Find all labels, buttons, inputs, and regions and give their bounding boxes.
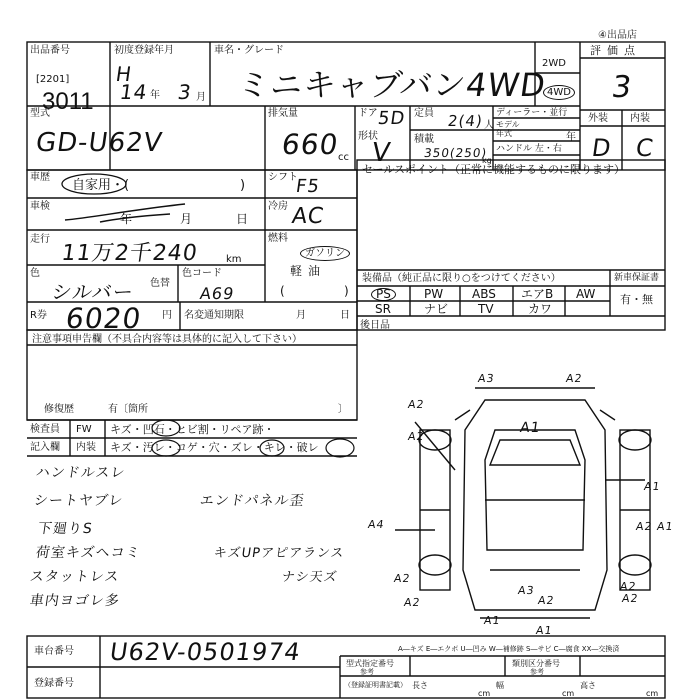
mark-hood: A1 <box>518 420 542 436</box>
mileage-unit: km <box>226 254 242 265</box>
length-label: 長さ <box>412 681 428 690</box>
caution-label: 注意事項申告欄（不具合内容等は具体的に記入して下さい） <box>32 334 302 345</box>
note-end-panel: エンドパネル歪 <box>198 493 306 509</box>
length-unit: cm <box>478 689 491 698</box>
mark-right-quarter: A2 <box>619 580 638 593</box>
fuel-label: 燃料 <box>268 233 288 244</box>
history-value: 自家用・( <box>72 178 130 193</box>
mark-left-front: A2 <box>407 398 426 411</box>
mark-rear-bumper-2: A1 <box>535 624 554 637</box>
sales-point-label: セールスポイント（正常に機能するものに限ります） <box>362 163 626 176</box>
repair-history-close: 〕 <box>338 404 348 415</box>
repair-history-label: 修復歴 <box>44 404 74 415</box>
inspection-day: 日 <box>236 212 249 226</box>
capacity-unit: 人 <box>484 120 494 131</box>
month-unit: 月 <box>196 92 206 103</box>
recycle-label: R券 <box>30 310 47 321</box>
car-name: ミニキャブバン4WD <box>235 66 549 104</box>
mark-front-right: A2 <box>565 372 584 385</box>
note-cargo: 荷室キズヘコミ <box>34 545 142 561</box>
inspection-year: 年 <box>120 212 133 226</box>
car-name-label: 車名・グレード <box>214 45 284 56</box>
equipment-pw: PW <box>424 287 444 301</box>
mark-left-rear: A2 <box>393 572 412 585</box>
note-undercarriage: 下廻りS <box>36 521 94 537</box>
inspection-strike <box>60 200 193 228</box>
handle-label: ハンドル 左・右 <box>496 144 562 154</box>
model-label: 型式 <box>30 108 50 119</box>
lot-prefix: [2201] <box>36 74 70 85</box>
repair-history-value: 有〔箇所 <box>108 404 148 415</box>
registration-number-label: 登録番号 <box>34 678 74 689</box>
model-year-suffix: 年 <box>566 132 576 143</box>
note-studless: スタットレス <box>28 569 121 585</box>
equipment-tv: TV <box>478 302 494 316</box>
era: H <box>114 62 134 86</box>
interior-grade: C <box>634 134 656 162</box>
ac-label: 冷房 <box>268 201 288 212</box>
mark-rear-right: A2 <box>621 592 640 605</box>
mark-rear-bumper: A1 <box>483 614 502 627</box>
lot-number-label: 出品番号 <box>30 45 70 56</box>
width-label: 幅 <box>496 681 504 690</box>
mark-right-rear: A2 A1 <box>635 520 675 533</box>
type-spec-label: 型式指定番号 <box>346 659 394 668</box>
damage-legend: A―キズ E―エクボ U―凹み W―補修跡 S―サビ C―腐食 XX―交換済 <box>398 645 620 653</box>
mileage-value: 11万2千240 <box>59 241 200 266</box>
exterior-grade: D <box>590 134 614 162</box>
mark-left-fender: A2 <box>407 430 426 443</box>
shape-value: V <box>369 138 393 168</box>
dealer-label: ディーラー・並行 <box>496 108 568 118</box>
load-unit: kg <box>482 156 492 165</box>
mark-rear-center: A3 <box>517 584 536 597</box>
registration-proof-label: （登録証明書記載） <box>344 681 407 689</box>
name-change-day: 日 <box>340 310 350 321</box>
note-interior-dirt: 車内ヨゴレ多 <box>28 593 121 609</box>
height-label: 高さ <box>580 681 596 690</box>
interior-entry-label: 内装 <box>76 442 96 453</box>
history-circle <box>60 172 130 196</box>
shift-label: シフト <box>268 172 298 183</box>
door-value: 5D <box>376 108 407 129</box>
equipment-leather: カワ <box>528 302 553 316</box>
displacement-label: 排気量 <box>268 108 298 119</box>
drive-4wd-circled: 4WD <box>543 85 575 100</box>
fuel-gasoline-circled: ガソリン <box>300 246 350 261</box>
capacity-label: 定員 <box>414 108 434 119</box>
ac-value: AC <box>290 204 326 229</box>
first-registration-label: 初度登録年月 <box>114 45 174 56</box>
equipment-navi: ナビ <box>424 302 449 316</box>
chassis-number: U62V-0501974 <box>108 638 303 666</box>
chassis-label: 車台番号 <box>34 646 74 657</box>
interior-label: 内装 <box>630 113 650 124</box>
drive-2wd: 2WD <box>542 58 566 69</box>
shift-value: F5 <box>294 176 322 197</box>
entry-label: 記入欄 <box>30 442 60 453</box>
registration-month: 3 <box>176 80 194 104</box>
color-change-label: 色替 <box>150 278 170 289</box>
fuel-diesel: 軽油 <box>290 264 327 278</box>
category-spec-ref: 参考 <box>530 668 544 676</box>
new-warranty-value: 有・無 <box>620 293 653 306</box>
equipment-sr: SR <box>375 302 391 316</box>
displacement: 660 <box>279 128 341 161</box>
shape-label: 形状 <box>358 131 378 142</box>
year-unit: 年 <box>150 90 160 101</box>
category-spec-label: 類別区分番号 <box>512 659 560 668</box>
color-label: 色 <box>30 268 40 279</box>
mileage-label: 走行 <box>30 234 50 245</box>
note-steering: ハンドルスレ <box>34 465 127 481</box>
fuel-other-open: ( <box>280 284 285 298</box>
exterior-label: 外装 <box>588 113 608 124</box>
equipment-aw: AW <box>576 287 596 301</box>
notes-circles <box>130 420 360 460</box>
name-change-month: 月 <box>296 310 306 321</box>
capacity-value: 2(4) <box>446 112 485 130</box>
new-warranty-label: 新車保証書 <box>614 273 660 283</box>
equipment-airbag: エアB <box>521 287 554 301</box>
fw-items: キズ・凹石・ヒビ割・リペア跡・ <box>110 423 275 436</box>
equipment-label: 装備品（純正品に限り○をつけてください） <box>362 273 561 284</box>
recycle-value: 6020 <box>63 302 144 335</box>
note-seat: シートヤブレ <box>32 493 125 509</box>
equipment-ps: PS <box>371 288 396 301</box>
color-code-label: 色コード <box>182 268 222 279</box>
width-unit: cm <box>562 689 575 698</box>
door-label: ドア <box>358 108 378 119</box>
mark-left-door: A4 <box>367 518 386 531</box>
inspection-label: 車検 <box>30 201 50 212</box>
equipment-abs: ABS <box>472 287 496 301</box>
inspection-month: 月 <box>180 212 193 226</box>
registration-year: 14 <box>118 80 150 104</box>
recycle-unit: 円 <box>162 310 172 321</box>
displacement-unit: cc <box>338 152 349 163</box>
note-none: ナシ天ズ <box>280 570 339 585</box>
score-label: 評価点 <box>590 44 641 57</box>
mark-front-left: A3 <box>477 372 496 385</box>
fw-label: FW <box>76 424 92 435</box>
inspector-label: 検査員 <box>30 424 60 435</box>
corner-mark: ④出品店 <box>598 30 637 41</box>
fuel-other-close: ) <box>344 284 349 298</box>
interior-items: キズ・汚レ・コゲ・穴・ズレ・キレ・破レ <box>110 441 319 454</box>
history-label: 車歴 <box>30 172 50 183</box>
model-code: GD-U62V <box>33 128 165 158</box>
load-value: 350(250) <box>423 146 489 160</box>
name-change-label: 名変通知期限 <box>184 310 244 321</box>
mark-right-door: A1 <box>643 480 662 493</box>
type-spec-ref: 参考 <box>360 668 374 676</box>
height-unit: cm <box>646 689 659 698</box>
color-code-value: A69 <box>198 284 236 303</box>
history-close: ) <box>240 178 246 193</box>
mark-rear-left: A2 <box>403 596 422 609</box>
color-value: シルバー <box>50 280 136 304</box>
rear-item-label: 後日品 <box>360 320 390 331</box>
score-value: 3 <box>609 70 635 105</box>
model-year-label: モデル年式 <box>496 120 520 138</box>
load-label: 積載 <box>414 134 434 145</box>
note-scratch: キズUPアピアランス <box>212 546 346 561</box>
lot-number: 3011 <box>42 88 94 115</box>
mark-rear-center-2: A2 <box>537 594 556 607</box>
